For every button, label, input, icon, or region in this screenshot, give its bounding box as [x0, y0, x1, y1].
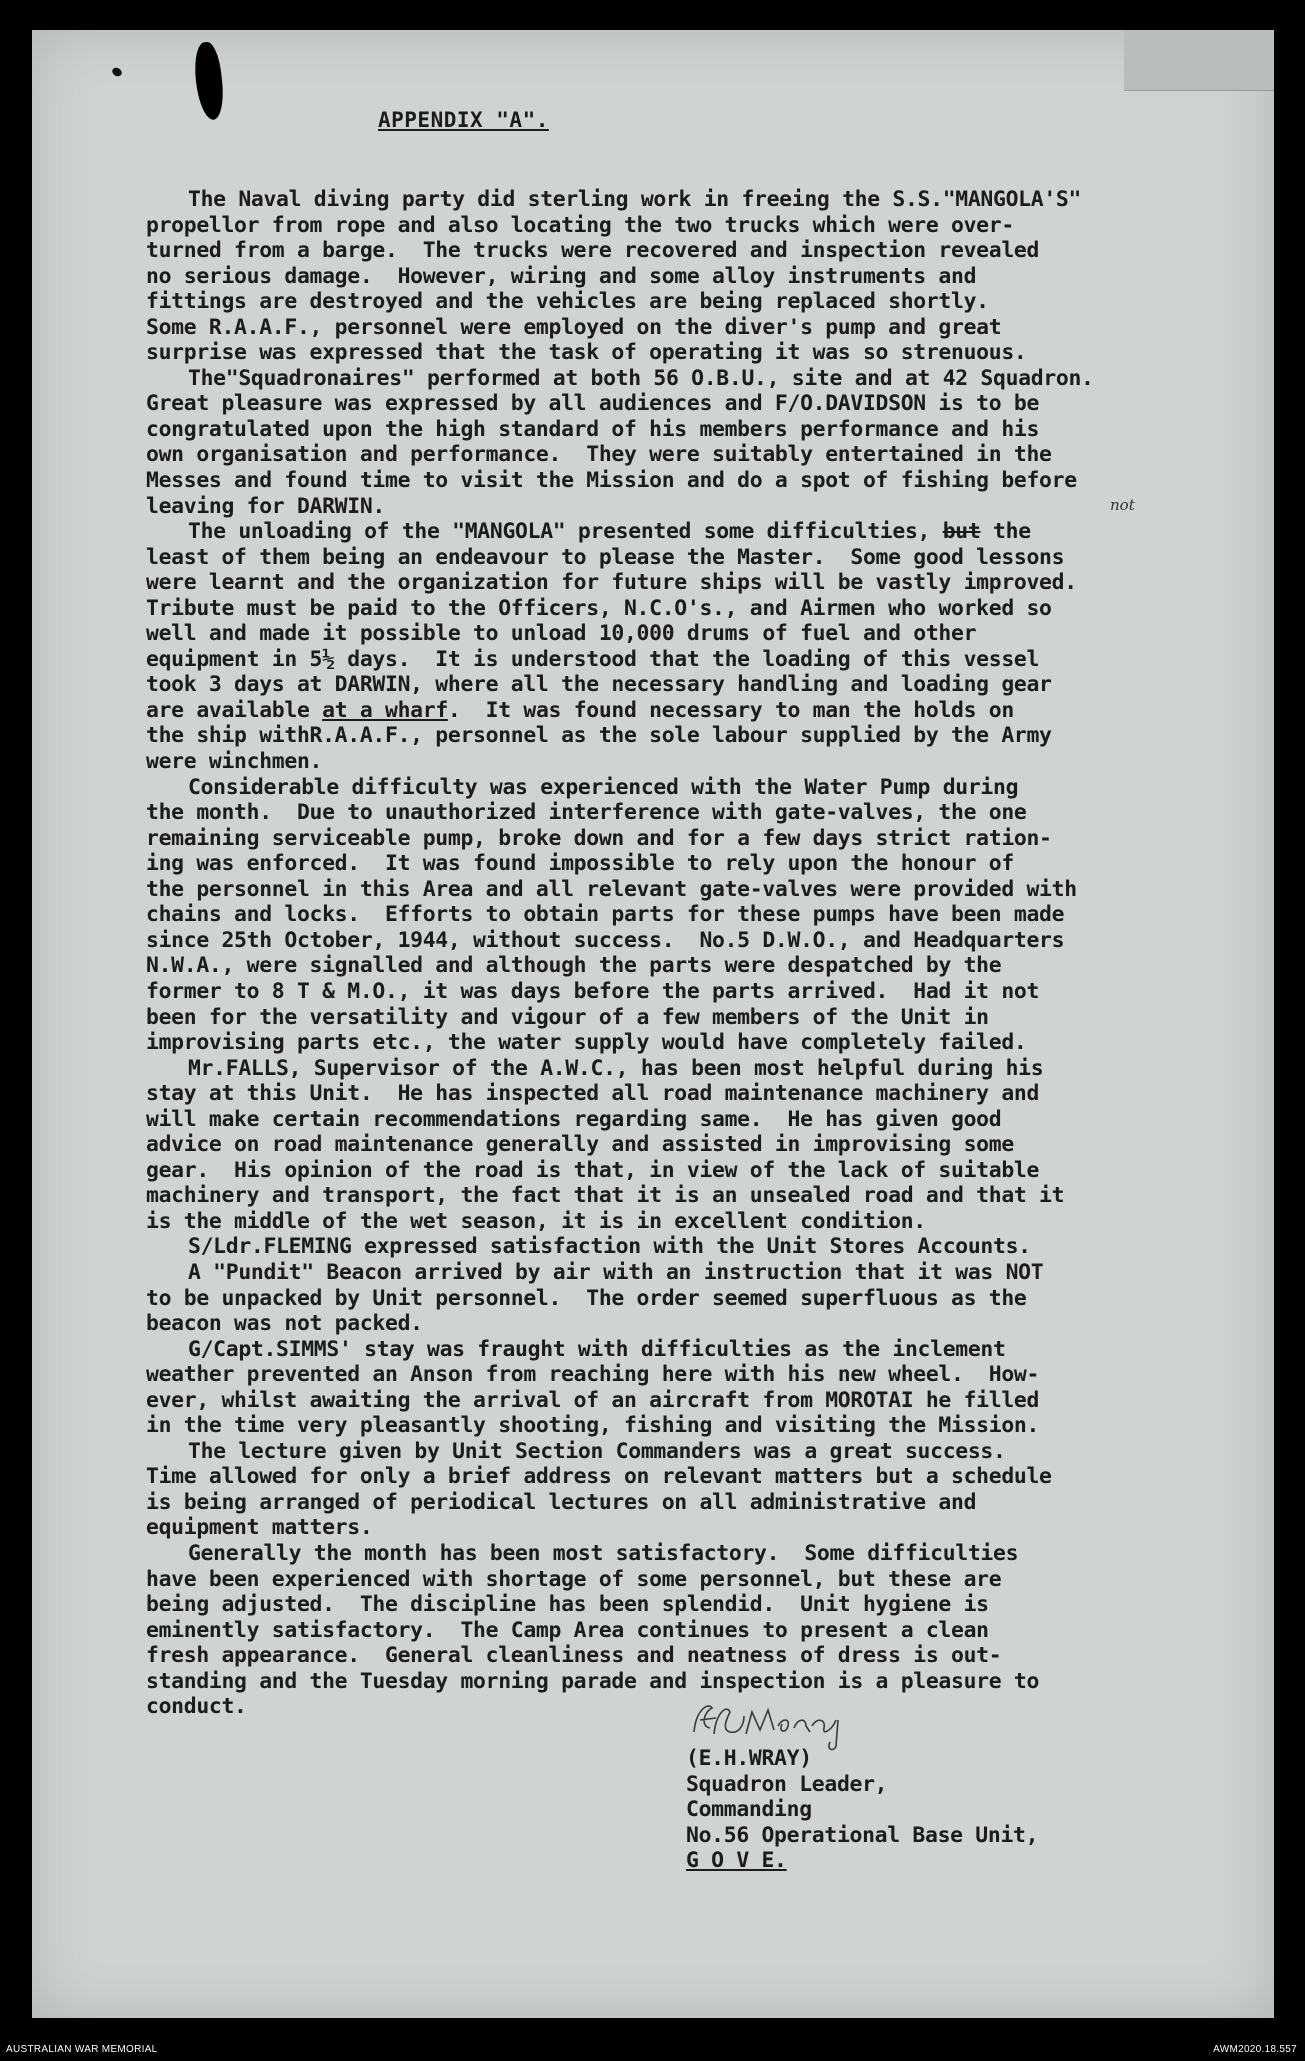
body-line: beacon was not packed. — [146, 1311, 423, 1337]
signatory-role: Commanding — [686, 1797, 812, 1823]
body-line: have been experienced with shortage of some personnel, but these are — [146, 1566, 1002, 1592]
signatory-name: (E.H.WRAY) — [686, 1746, 812, 1771]
body-line: well and made it possible to unload 10,000 drums of fuel and other — [146, 621, 977, 647]
underlined-phrase: at a wharf — [322, 697, 448, 723]
body-line: ing was enforced. It was found impossible to rely upon the honour of — [146, 851, 1014, 877]
body-line: advice on road maintenance generally and assisted in improvising some — [146, 1132, 1014, 1158]
body-line: standing and the Tuesday morning parade and inspection is a pleasure to — [146, 1668, 1040, 1694]
signatory-location: G O V E. — [686, 1848, 787, 1874]
page-title: APPENDIX "A". — [378, 108, 549, 132]
footer-accession-number: AWM2020.18.557 — [1213, 2044, 1297, 2055]
body-line: machinery and transport, the fact that it is an unsealed road and that it — [146, 1183, 1065, 1209]
body-line: fittings are destroyed and the vehicles are being replaced shortly. — [146, 289, 989, 315]
body-line: been for the versatility and vigour of a few members of the Unit in — [146, 1004, 989, 1030]
body-line: will make certain recommendations regarding same. He has given good — [146, 1106, 1002, 1132]
body-line: N.W.A., were signalled and although the parts were despatched by the — [146, 953, 1002, 979]
document-body — [146, 187, 1276, 1720]
body-line: were winchmen. — [146, 749, 323, 775]
body-line: turned from a barge. The trucks were recovered and inspection revealed — [146, 238, 1040, 264]
body-line: since 25th October, 1944, without success. No.5 D.W.O., and Headquarters — [146, 927, 1065, 953]
body-line: least of them being an endeavour to please the Master. Some good lessons — [146, 544, 1065, 570]
body-line: equipment in 5½ days. It is understood that the loading of this vessel — [146, 646, 1040, 672]
body-line: G/Capt.SIMMS' stay was fraught with difficulties as the inclement — [188, 1336, 1006, 1362]
body-line: A "Pundit" Beacon arrived by air with an instruction that it was NOT — [188, 1259, 1044, 1285]
body-line: the ship withR.A.A.F., personnel as the sole labour supplied by the Army — [146, 723, 1052, 749]
body-line: eminently satisfactory. The Camp Area continues to present a clean — [146, 1617, 989, 1643]
body-line: Tribute must be paid to the Officers, N.C.O's., and Airmen who worked so — [146, 595, 1052, 621]
body-line: took 3 days at DARWIN, where all the necessary handling and loading gear — [146, 672, 1052, 698]
body-line: Mr.FALLS, Supervisor of the A.W.C., has been most helpful during his — [188, 1055, 1044, 1081]
body-line: were learnt and the organization for future ships will be vastly improved. — [146, 570, 1077, 596]
body-line: chains and locks. Efforts to obtain parts for these pumps have been made — [146, 902, 1065, 928]
body-line: is the middle of the wet season, it is in excellent condition. — [146, 1208, 926, 1234]
body-line: Considerable difficulty was experienced with the Water Pump during — [188, 774, 1019, 800]
body-line: Great pleasure was expressed by all audiences and F/O.DAVIDSON is to be — [146, 391, 1040, 417]
body-line: Messes and found time to visit the Mission and do a spot of fishing before — [146, 468, 1077, 494]
body-line: fresh appearance. General cleanliness and neatness of dress is out- — [146, 1643, 1002, 1669]
handwritten-note: not — [1110, 496, 1135, 514]
body-line: leaving for DARWIN. — [146, 493, 385, 519]
body-line: own organisation and performance. They were suitably entertained in the — [146, 442, 1052, 468]
body-line: weather prevented an Anson from reaching here with his new wheel. How- — [146, 1362, 1040, 1388]
signatory-unit: No.56 Operational Base Unit, — [686, 1822, 1039, 1848]
footer-credit: AUSTRALIAN WAR MEMORIAL — [6, 2044, 158, 2055]
body-line: propellor from rope and also locating the two trucks which were over- — [146, 212, 1014, 238]
signature-block — [686, 1746, 1038, 1874]
body-line: to be unpacked by Unit personnel. The order seemed superfluous as the — [146, 1285, 1027, 1311]
body-line: surprise was expressed that the task of operating it was so strenuous. — [146, 340, 1027, 366]
body-line: remaining serviceable pump, broke down and for a few days strict ration- — [146, 825, 1052, 851]
struck-word: but — [942, 519, 981, 545]
body-line: stay at this Unit. He has inspected all road maintenance machinery and — [146, 1081, 1040, 1107]
body-line: equipment matters. — [146, 1515, 373, 1541]
body-line: The"Squadronaires" performed at both 56 O.B.U., site and at 42 Squadron. — [188, 365, 1094, 391]
body-line: gear. His opinion of the road is that, in view of the lack of suitable — [146, 1157, 1040, 1183]
body-line: being adjusted. The discipline has been splendid. Unit hygiene is — [146, 1592, 989, 1618]
body-line: The lecture given by Unit Section Commanders was a great success. — [188, 1438, 1006, 1464]
body-line: The Naval diving party did sterling work in freeing the S.S."MANGOLA'S" — [188, 187, 1082, 212]
body-line: conduct. — [146, 1694, 247, 1720]
body-line: former to 8 T & M.O., it was days before the parts arrived. Had it not — [146, 978, 1040, 1004]
body-line: ever, whilst awaiting the arrival of an aircraft from MOROTAI he filled — [146, 1387, 1040, 1413]
body-line: Generally the month has been most satisfactory. Some difficulties — [188, 1540, 1019, 1566]
signatory-rank: Squadron Leader, — [686, 1771, 888, 1797]
body-line: is being arranged of periodical lectures on all administrative and — [146, 1489, 977, 1515]
paper-tear — [1124, 30, 1274, 91]
body-line: in the time very pleasantly shooting, fishing and visiting the Mission. — [146, 1413, 1040, 1439]
body-line: S/Ldr.FLEMING expressed satisfaction with the Unit Stores Accounts. — [188, 1234, 1031, 1260]
body-line: The unloading of the "MANGOLA" presented some difficulties, but the — [188, 519, 1031, 545]
body-line: the month. Due to unauthorized interference with gate-valves, the one — [146, 800, 1027, 826]
body-line: the personnel in this Area and all relevant gate-valves were provided with — [146, 876, 1077, 902]
body-line: Time allowed for only a brief address on relevant matters but a schedule — [146, 1464, 1052, 1490]
body-line: Some R.A.A.F., personnel were employed on the diver's pump and great — [146, 314, 1002, 340]
body-line: are available at a wharf. It was found necessary to man the holds on — [146, 697, 1014, 723]
body-line: congratulated upon the high standard of his members performance and his — [146, 416, 1040, 442]
body-line: improvising parts etc., the water supply would have completely failed. — [146, 1030, 1027, 1056]
body-line: no serious damage. However, wiring and some alloy instruments and — [146, 263, 977, 289]
